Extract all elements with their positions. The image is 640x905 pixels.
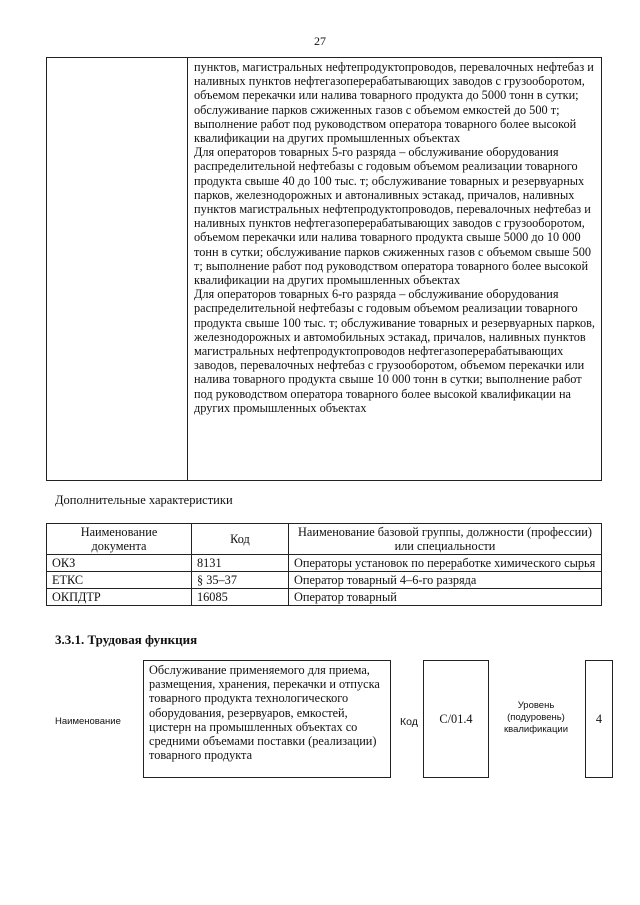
cell-group-name: Оператор товарный xyxy=(289,589,602,606)
additional-characteristics-title: Дополнительные характеристики xyxy=(55,493,233,507)
additional-characteristics-table xyxy=(46,523,602,606)
labor-function-title: 3.3.1. Трудовая функция xyxy=(55,632,198,647)
header-document: Наименование документа xyxy=(47,524,192,555)
cell-document: ЕТКС xyxy=(47,572,192,589)
table-row xyxy=(47,555,602,572)
qualification-level-label: Уровень (подуровень) квалификации xyxy=(503,700,569,735)
table-row xyxy=(47,589,602,606)
cell-group-name: Оператор товарный 4–6-го разряда xyxy=(289,572,602,589)
function-name-box: Обслуживание применяемого для приема, размещения, хранения, перекачки и отпуска товарного продукта технологического оборудования, резервуаров, емкостей, цистерн на промышленных объектах со средними объемами поставки (реализации) товарного продукта xyxy=(143,660,391,778)
page-number: 27 xyxy=(314,34,326,48)
table-header-row xyxy=(47,524,602,555)
qualification-level-box: 4 xyxy=(585,660,613,778)
cell-document: ОКЗ xyxy=(47,555,192,572)
table-row xyxy=(47,572,602,589)
cell-code: 16085 xyxy=(192,589,289,606)
cell-code: 8131 xyxy=(192,555,289,572)
name-label: Наименование xyxy=(55,716,121,727)
header-group-name: Наименование базовой группы, должности (профессии) или специальности xyxy=(289,524,602,555)
continuation-paragraph: Для операторов товарных 5-го разряда – обслуживание оборудования распределительной нефтебазы с годовым объемом реализации товарного продукта свыше 40 до 100 тыс. т; обслуживание товарных и резервуарных парков, железнодорожных и автоналивных эстакад, причалов, наливных пунктов магистральных нефтепродуктопроводов, перевалочных нефтебаз и наливных пунктов нефтегазоперерабатывающих заводов с грузооборотом, объемом перекачки или налива товарного продукта свыше 5000 до 10 000 тонн в сутки; обслуживание парков сжиженных газов с объемом свыше 500 т; выполнение работ под руководством оператора товарного более высокой квалификации на других промышленных объектах xyxy=(194,145,592,288)
cell-code: § 35–37 xyxy=(192,572,289,589)
continuation-text-cell xyxy=(188,58,602,481)
cell-document: ОКПДТР xyxy=(47,589,192,606)
continuation-paragraph: Для операторов товарных 6-го разряда – обслуживание оборудования распределительной нефтебазы с годовым объемом реализации товарного продукта свыше 100 тыс. т; обслуживание товарных и резервуарных парков, железнодорожных и автомобильных эстакад, причалов, наливных пунктов магистральных нефтепродуктопроводов нефтегазоперерабатывающих заводов, перевалочных нефтебаз с грузооборотом, объемом перекачки или налива товарного продукта свыше 10 000 тонн в сутки; выполнение работ под руководством оператора товарного более высокой квалификации на других промышленных объектах xyxy=(194,287,595,415)
continuation-left-cell xyxy=(47,58,188,481)
header-code: Код xyxy=(192,524,289,555)
cell-group-name: Операторы установок по переработке химического сырья xyxy=(289,555,602,572)
continuation-paragraph: пунктов, магистральных нефтепродуктопроводов, перевалочных нефтебаз и наливных пунктов нефтегазоперерабатывающих заводов с грузооборотом, объемом перекачки или налива товарного продукта до 5000 тонн в сутки; обслуживание парков сжиженных газов с объемом емкостей до 500 т; выполнение работ под руководством оператора товарного более высокой квалификации на других промышленных объектах xyxy=(194,60,594,146)
continuation-table xyxy=(46,57,602,481)
code-label: Код xyxy=(400,716,418,728)
function-code-box: С/01.4 xyxy=(423,660,489,778)
